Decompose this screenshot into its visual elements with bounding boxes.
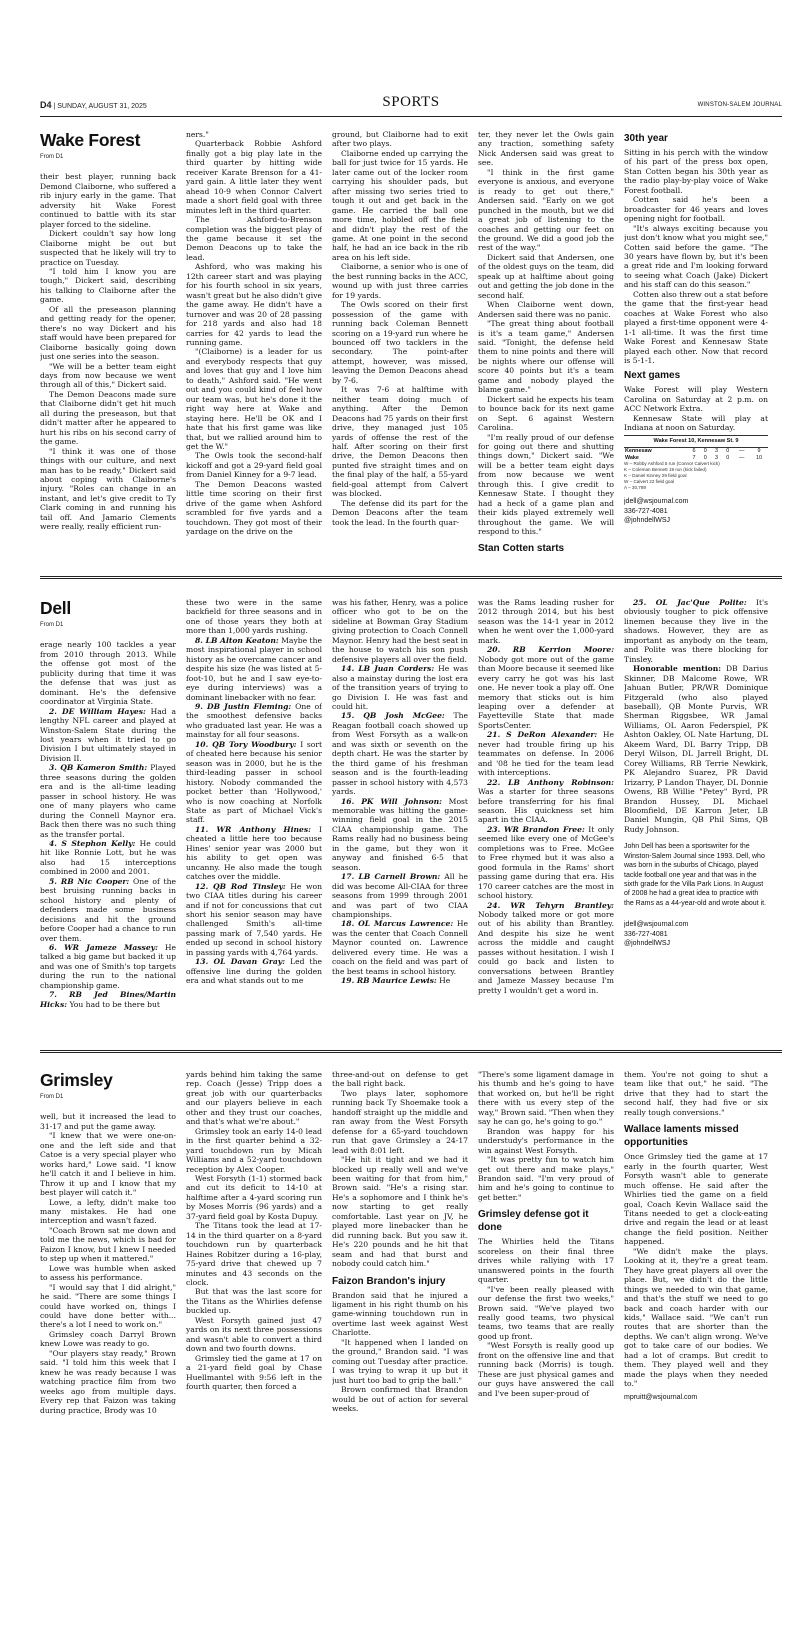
- paragraph: The Owls scored on their first possession of the game with running back Coleman Bennett scoring on a 19-yard run where he bounced off two tacklers in the secondary. The point-after attempt, however, was missed, leaving the Demon Deacons ahead by 7-6.: [332, 300, 468, 385]
- paragraph: "The great thing about football is it's a team game," Andersen said. "Tonight, the defense held them to nine points and there will be nights where our offense will score 40 points but it's a team game and nobody played the blame game.": [478, 319, 614, 395]
- jump-line: From D1: [40, 154, 64, 160]
- reporter-contact: [624, 920, 768, 948]
- wake-col1-body: [40, 172, 176, 531]
- scoring-note: A – 30,789: [624, 485, 646, 491]
- ranked-item: 24. WR Tehyrn Brantley: Nobody talked more or got more out of his ability than Brantley. And despite his size he went across the middle and caught passes without hesitation. I wish I could go back and listen to conversations between Brantley and Jameze Massey because I'm pretty I wouldn't get a word in.: [478, 900, 614, 995]
- jump-line: From D1: [40, 1094, 64, 1100]
- grimsley-col-2: [186, 1070, 322, 1518]
- paragraph: ter, they never let the Owls gain any traction, something safety Nick Andersen said was great to see.: [478, 130, 614, 168]
- paragraph: "I've been really pleased with our defense the first two weeks," Brown said. "We've played two really good teams, two physical teams, two teams that are really good up front.: [478, 1284, 614, 1341]
- item-lead: 11. WR Anthony Hines:: [195, 824, 311, 834]
- dell-col-3: [332, 598, 468, 1028]
- dell-col-2: [186, 598, 322, 1028]
- paragraph: The Owls took the second-half kickoff and got a 29-yard field goal from Daniel Kinney for a 9-7 lead.: [186, 451, 322, 480]
- ranked-item: Honorable mention: DB Darius Skinner, DB Malcome Rowe, WR Jahuan Butler, PR/WR Dominique Fitzgerald (who also played baseball), QB Monte Purvis, WR Sherman Riggsbee, WR Jamal Williams, OL Aaron Federspiel, PK Ashton Oakley, OL Nate Hartung, DL Akeem Ward, DL Barry Tripp, DB Deryl Wilson, DL Jarrell Bright, DL Corey Williams, RB Terrie Newkirk, PK Alejandro Suarez, PR David Irizarry, P Landon Thayer, DL Donnie Owens, RB Willie "Petey" Byrd, PR Brandon Hussey, DL Michael Bloomfield, DE Karron Jeter, LB Daniel Mungin, QB Phil Sims, QB Rudy Johnson.: [624, 664, 768, 834]
- paragraph: "We didn't make the plays. Looking at it, they're a great team. They have great players all over the place. But, we didn't do the little things we needed to win that game, and that's the stuff we need to go back and coach harder with our kids," Wallace said. "We can't run routes that are shorter than the depths. We can't align wrong. We've got to take care of our bodies. We had a lot of cramps. But credit to them. They played well and they made the plays when they needed to.": [624, 1246, 768, 1389]
- score-cell-team: Wake: [625, 454, 639, 461]
- wake-col-2: [186, 130, 322, 562]
- paragraph: "There's some ligament damage in his thumb and he's going to have that worked on, but he'll be right there with us every step of the way," Brown said. "Then when they say he can go, he's going to go.": [478, 1070, 614, 1127]
- ranked-item: 6. WR Jameze Massey: He talked a big game but backed it up and was one of Smith's top targets during the run to the national championship game.: [40, 942, 176, 990]
- scoring-note: W – Robby Ashford 5 run (Connor Calvert kick): [624, 461, 720, 467]
- item-lead: 13. OL Davan Gray:: [195, 957, 286, 967]
- ranked-item: 21. S DeRon Alexander: He never had trouble firing up his teammates on defense. In 2006 and '08 he tied for the team lead with interceptions.: [478, 730, 614, 778]
- wake-col-3: [332, 130, 468, 562]
- scoring-note: K – Coleman Bennett 19 run (kick failed): [624, 467, 707, 473]
- page-date: SUNDAY, AUGUST 31, 2025: [57, 103, 147, 110]
- paragraph: "We will be a better team eight days from now because we went through all of this," Dickert said.: [40, 361, 176, 390]
- paragraph: Once Grimsley tied the game at 17 early in the fourth quarter, West Forsyth wasn't able to generate much offense. He said after the Whirlies tied the game on a field goal, Coach Kevin Wallace said the Titans needed to get a clock-eating drive and regain the lead or at least change the field position. Neither happened.: [624, 1152, 768, 1247]
- dell-col5-body: [624, 598, 768, 834]
- score-cell-q4: 0: [726, 448, 730, 455]
- paragraph: Kennesaw State will play at Indiana at noon on Saturday.: [624, 413, 768, 433]
- ranked-item: 3. QB Kameron Smith: Played three seasons during the golden era and is the all-time leading passer in school history. He was one of many players who came during the Connell Maynor era. Back then there was no such thing as the transfer portal.: [40, 763, 176, 839]
- wake-col4-body: [478, 130, 614, 536]
- paragraph: "I think it was one of those things with our culture, and next man has to be ready," Dickert said about coping with Claiborne's injury. "Roles can change in an instant, and let's give credit to Ty Clark coming in and running his tail off. And Jamario Clements were really, really efficient run-: [40, 446, 176, 532]
- paragraph: Of all the preseason planning and getting ready for the opener, there's no way Dickert and his staff would have been prepared for Claiborne basically going down just one series into the season.: [40, 304, 176, 362]
- score-cell-q2: 0: [703, 454, 707, 461]
- ranked-item: 15. QB Josh McGee: The Reagan football coach showed up from West Forsyth as a walk-on and was sixth or seventh on the depth chart. He was the starter by the third game of his freshman season and is the fourth-leading passer in school history with 4,573 yards.: [332, 711, 468, 797]
- paragraph: When Claiborne went down, Andersen said there was no panic.: [478, 300, 614, 319]
- score-cell-q3: 3: [715, 454, 719, 461]
- dell-col1-body: [40, 640, 176, 1009]
- paragraph: three-and-out on defense to get the ball right back.: [332, 1070, 468, 1089]
- paragraph: Two plays later, sophomore running back Ty Shoemake took a handoff straight up the middle and ran away from the West Forsyth defense for a 65-yard touchdown run that gave Grimsley a 24-17 lead with 8:01 left.: [332, 1088, 468, 1155]
- paragraph: Grimsley coach Darryl Brown knew Lowe was ready to go.: [40, 1329, 176, 1349]
- paragraph: Dickert said that Andersen, one of the oldest guys on the team, did speak up at halftime about going out and getting the job done in the second half.: [478, 252, 614, 300]
- ranked-item: 5. RB Nic Cooper: One of the best bruising running backs in school history and plenty of defenders made some business decisions and hit the ground before Cooper had a chance to run over them.: [40, 876, 176, 943]
- ranked-item: 20. RB Kerrion Moore: Nobody got more out of the game than Moore because it seemed like every carry he got was his last one. He never took a play off. One memory that sticks out is him leaping over a defender at Fayetteville State that made SportsCenter.: [478, 645, 614, 730]
- reporter-contact-email: mpruitt@wsjournal.com: [624, 1393, 698, 1401]
- paragraph: Grimsley tied the game at 17 on a 21-yard field goal by Chase Huellmantel with 9:56 left in the fourth quarter, then forced a: [186, 1353, 322, 1391]
- score-cell-team: Kennesaw: [625, 448, 652, 455]
- scoring-summary-title: Wake Forest 10, Kennesaw St. 9: [624, 436, 768, 448]
- score-cell-q2: 0: [703, 448, 707, 455]
- scoring-notes: [624, 461, 768, 491]
- grimsley-col-3: [332, 1070, 468, 1518]
- paragraph: yards behind him taking the same rep. Coach (Jesse) Tripp does a great job with our quarterbacks and our players believe in each other and they trust our coaches, and that's what we're about.": [186, 1070, 322, 1127]
- item-lead: Honorable mention:: [633, 664, 722, 674]
- paragraph: Sitting in his perch with the window of his part of the press box open, Stan Cotten began his 30th year as the radio play-by-play voice of Wake Forest football.: [624, 148, 768, 195]
- page-number: D4: [40, 100, 52, 110]
- paper-name: WINSTON-SALEM JOURNAL: [697, 102, 782, 108]
- wake-col-5: [624, 130, 768, 562]
- scoring-note: K – Daniel Kinney 29 field goal: [624, 473, 687, 479]
- ranked-item: 14. LB Juan Corders: He was also a mainstay during the lost era of the transition years of trying to go Division I. He was fast and could hit.: [332, 664, 468, 711]
- paragraph: Cotten said he's been a broadcaster for 46 years and loves opening night for football.: [624, 195, 768, 224]
- grimsley-col5b-body: [624, 1152, 768, 1388]
- paragraph: "It was pretty fun to watch him get out there and make plays," Brandon said. "I'm very proud of him and he's going to continue to get better.": [478, 1155, 614, 1202]
- paragraph: It was 7-6 at halftime with neither team doing much of anything. After the Demon Deacons had 75 yards on their first drive, they managed just 105 yards of offense the rest of the half. After scoring on their first drive, the Demon Deacons then punted five straight times and on the final play of the half, a 55-yard field-goal attempt from Calvert was blocked.: [332, 385, 468, 499]
- paragraph: "It's always exciting because you just don't know what you might see," Cotten said before the game. "The 30 years have flown by, but it's been a great ride and I'm looking forward to seeing what Coach (Jake) Dickert and his staff can do this season.": [624, 223, 768, 290]
- wake-col5b-body: [624, 385, 768, 432]
- item-lead: 16. PK Will Johnson:: [341, 796, 442, 806]
- paragraph: The Demon Deacons wasted little time scoring on their first drive of the game when Ashford scrambled for five yards and a touchdown. They got most of their yardage on the drive on the: [186, 479, 322, 537]
- paragraph: The Demon Deacons made sure that Claiborne didn't get hit much all during the preseason, but that didn't matter after he appeared to hurt his ribs on his second carry of the game.: [40, 389, 176, 447]
- contact-handle: @johndellWSJ: [624, 517, 671, 525]
- paragraph: But that was the last score for the Titans as the Whirlies defense buckled up.: [186, 1287, 322, 1316]
- item-lead: 18. OL Marcus Lawrence:: [341, 919, 454, 929]
- ranked-item: 22. LB Anthony Robinson: Was a starter for three seasons before transferring for his final season. His quickness set him apart in the CIAA.: [478, 777, 614, 825]
- item-lead: 19. RB Maurice Lewis:: [341, 976, 437, 986]
- item-lead: 14. LB Juan Corders:: [341, 664, 435, 674]
- page-header: [40, 96, 782, 117]
- grimsley-col-4: [478, 1070, 614, 1518]
- contact-handle: @johndellWSJ: [624, 939, 671, 947]
- paragraph: The Titans took the lead at 17-14 in the third quarter on a 8-yard touchdown run by quarterback Haines Robitzer during a 16-play, 75-yard drive that chewed up 7 minutes and 43 seconds on the clock.: [186, 1221, 322, 1287]
- item-lead: 9. DB Justin Fleming:: [195, 701, 292, 711]
- paragraph: well, but it increased the lead to 31-17 and put the game away.: [40, 1112, 176, 1131]
- grimsley-col1-body: [40, 1112, 176, 1415]
- paragraph: Cotten also threw out a stat before the game that the first-year head coaches at Wake Forest who also played a first-time opponent were 4-1-1 all-time. It was the first time Wake Forest and Kennesaw State played each other. Now that record is 5-1-1.: [624, 289, 768, 365]
- score-row: [624, 448, 768, 455]
- paragraph: "West Forsyth is really good up front on the offensive line and that running back (Morris) is tough. These are just physical games and our guys have answered the call and I've been super-proud of: [478, 1341, 614, 1398]
- paragraph: Quarterback Robbie Ashford finally got a big play late in the third quarter by hitting wide receiver Karate Brenson for a 41-yard gain. A little later they went ahead 10-9 when Connor Calvert made a short field goal with three minutes left in the third quarter.: [186, 139, 322, 215]
- section-divider: [40, 1050, 782, 1053]
- ranked-item: 25. OL Jac'Que Polite: It's obviously tougher to pick offensive linemen because they live in the shadows. However, they are as important as anybody on the team, and Polite was there blocking for Tinsley.: [624, 598, 768, 664]
- paragraph: was his father, Henry, was a police officer who got to be on the sideline at Bowman Gray Stadium giving protection to Coach Connell Maynor. Henry had the best seat in the house to watch his son push defensive players all over the field.: [332, 598, 468, 664]
- item-lead: 15. QB Josh McGee:: [341, 711, 445, 721]
- paragraph: Grimsley took an early 14-0 lead in the first quarter behind a 32-yard touchdown run by Micah Williams and a 52-yard touchdown reception by Alex Cooper.: [186, 1126, 322, 1174]
- newspaper-page: [40, 0, 782, 1638]
- item-lead: 12. QB Rod Tinsley:: [195, 881, 286, 891]
- page-folio: D4 | SUNDAY, AUGUST 31, 2025: [40, 100, 147, 110]
- paragraph: "(Claiborne) is a leader for us and everybody respects that guy and loves that guy and I love him to death," Ashford said. "He went out and you could kind of feel how our team was, but he's done it the right way here at Wake and staying here. He'll be OK and I hate that his first game was like that, but we rallied around him to get the W.": [186, 347, 322, 451]
- item-lead: 24. WR Tehyrn Brantley:: [487, 900, 614, 910]
- item-lead: 2. DE William Hayes:: [49, 706, 146, 716]
- ranked-item: 7. RB Jed Bines/Martin Hicks: You had to be there but: [40, 990, 176, 1009]
- score-cell-q4: 0: [726, 454, 730, 461]
- paragraph: The defense did its part for the Demon Deacons after the team took the lead. In the fourth quar-: [332, 498, 468, 527]
- ranked-item: 11. WR Anthony Hines: I cheated a little here too because Hines' senior year was 2000 but his ability to get open was uncanny. He also made the tough catches over the middle.: [186, 824, 322, 882]
- grimsley-col3b-body: [332, 1291, 468, 1414]
- item-lead: 4. S Stephon Kelly:: [49, 838, 136, 848]
- story-headline: Wake Forest: [40, 130, 141, 150]
- wake-col-4: [478, 130, 614, 562]
- grimsley-col-1: [40, 1070, 176, 1518]
- paragraph: Wake Forest will play Western Carolina on Saturday at 2 p.m. on ACC Network Extra.: [624, 385, 768, 414]
- grimsley-col5-body: [624, 1070, 768, 1117]
- paragraph: Brandon said that he injured a ligament in his right thumb on his game-winning touchdown run in overtime last week against West Charlotte.: [332, 1290, 468, 1338]
- contact-phone: 336-727-4081: [624, 930, 668, 938]
- paragraph: "I knew that we were one-on-one and the left side and that Catoe is a very special player who works hard," Lowe said. "I know he'll catch it and I believe in him. Throw it up and I know that my best player will catch it.": [40, 1131, 176, 1198]
- ranked-item: 10. QB Tory Woodbury: I sort of cheated here because his senior season was in 2000, but he is the third-leading passer in school history. Nobody commanded the pocket better than 'Hollywood,' who is now coaching at Norfolk State as part of Michael Vick's staff.: [186, 739, 322, 825]
- section-title: SPORTS: [382, 94, 440, 110]
- paragraph: their best player, running back Demond Claiborne, who suffered a rib injury early in the game. That adversity hit Wake Forest continued to battle with its star player forced to the sideline.: [40, 172, 176, 229]
- grimsley-col-5: [624, 1070, 768, 1518]
- paragraph: "I think in the first game everyone is anxious, and everyone is ready to get out there," Andersen said. "Early on we got punched in the mouth, but we did a great job of listening to the coaches and getting our feet on the ground. We did a good job the rest of the way.": [478, 167, 614, 253]
- paragraph: "He hit it tight and we had it blocked up really well and we've been waiting for that from him," Brown said. "He's a rising star. He's a sophomore and I think he's now starting to get really comfortable. Last year on JV, he played more linebacker than he did running back. But you saw it. He's 220 pounds and he hit that seam and had that burst and nobody could catch him.": [332, 1155, 468, 1269]
- paragraph: Lowe, a lefty, didn't make too many mistakes. He had one interception and wasn't fazed.: [40, 1197, 176, 1226]
- item-lead: 5. RB Nic Cooper:: [49, 876, 130, 886]
- paragraph: Brown confirmed that Brandon would be out of action for several weeks.: [332, 1385, 468, 1413]
- paragraph: them. You're not going to shut a team like that out," he said. "The drive that they had to start the second half, they had five or six really tough conversions.": [624, 1070, 768, 1117]
- wake-col5-body: [624, 148, 768, 365]
- paragraph: ground, but Claiborne had to exit after two plays.: [332, 130, 468, 149]
- paragraph: Claiborne ended up carrying the ball for just twice for 15 yards. He later came out of the locker room carrying his shoulder pads, but after missing two series tried to tough it out and get back in the game. He carried the ball one more time, hobbled off the field and didn't play the rest of the game. At one point in the second half, he had an ice back in the rib area on his left side.: [332, 148, 468, 262]
- author-bio: John Dell has been a sportswriter for the Winston-Salem Journal since 1993. Dell, who was born in the suburbs of Chicago, played tackle football one year and that was in the sixth grade for the Villa Park Lions. In August of 2008 he had a great idea to practice with the Rams as a 44-year-old and wrote about it.: [624, 843, 767, 907]
- grimsley-col4-body: [478, 1070, 614, 1202]
- dell-col-1: [40, 598, 176, 1028]
- paragraph: ners.": [186, 130, 209, 139]
- paragraph: The Whirlies held the Titans scoreless on their final three drives while rallying with 17 unanswered points in the fourth quarter.: [478, 1237, 614, 1285]
- dell-col-5: [624, 598, 768, 1028]
- paragraph: Dickert couldn't say how long Claiborne might be out but suspected that he likely will try to practice on Tuesday.: [40, 229, 176, 267]
- paragraph: Dickert said he expects his team to bounce back for its next game on Sept. 6 against Western Carolina.: [478, 394, 614, 433]
- contact-phone: 336-727-4081: [624, 507, 668, 515]
- subhead-grimsley-defense: Grimsley defense got it done: [478, 1209, 589, 1234]
- subhead-brandon-injury: Faizon Brandon's injury: [332, 1275, 446, 1287]
- wake-col-1: [40, 130, 176, 562]
- ranked-item: 13. OL Davan Gray: Led the offensive line during the golden era and what stands out to me: [186, 957, 322, 986]
- paragraph: Claiborne, a senior who is one of the best running backs in the ACC, wound up with just three carries for 19 yards.: [332, 262, 468, 300]
- section-divider: [40, 576, 782, 579]
- score-cell-q3: 3: [715, 448, 719, 455]
- paragraph: "I would say that I did alright," he said. "There are some things I could have worked on, things I could have done better with... there's a lot I need to work on.": [40, 1282, 176, 1330]
- subhead-30th-year: 30th year: [624, 133, 668, 144]
- item-lead: 7. RB Jed Bines/Martin Hicks:: [40, 990, 176, 1009]
- paragraph: Brandon was happy for his understudy's performance in the win against West Forsyth.: [478, 1126, 614, 1155]
- item-lead: 17. LB Carnell Brown:: [341, 872, 441, 882]
- contact-email: jdell@wsjournal.com: [624, 498, 689, 506]
- paragraph: "Our players stay ready," Brown said. "I told him this week that I knew he was ready because I was watching practice film from two weeks ago from multiple days. Every rep that Faizon was taking during practice, Brody was 10: [40, 1348, 176, 1415]
- score-cell-t: 10: [755, 454, 762, 461]
- score-cell-q1: 7: [692, 454, 696, 461]
- score-row: [624, 455, 768, 462]
- paragraph: "I told him I know you are tough," Dickert said, describing his talking to Claiborne after the game.: [40, 266, 176, 305]
- subhead-wallace: Wallace laments missed opportunities: [624, 1124, 739, 1149]
- item-lead: 21. S DeRon Alexander:: [487, 730, 598, 740]
- paragraph: "I'm really proud of our defense for going out there and shutting things down," Dickert said. "We will be a better team eight days from now because we went through this. I give credit to Kennesaw State. I thought they had a heck of a game plan and their kids played extremely well throughout the game. We will respond to this.": [478, 432, 614, 537]
- scoring-note: W – Calvert 22 field goal: [624, 479, 675, 485]
- paragraph: erage nearly 100 tackles a year from 2010 through 2013. While the offense got most of the publicity during that time it was the defense that was just as dominant. He's the defensive coordinator at Virginia State.: [40, 640, 176, 707]
- dell-col-4: [478, 598, 614, 1028]
- scoring-table: [624, 448, 768, 461]
- ranked-item: 12. QB Rod Tinsley: He won two CIAA titles during his career and if not for concussions that cut short his senior season may have challenged Smith's all-time passing mark of 7,540 yards. He ended up second in school history in passing yards with 4,764 yards.: [186, 881, 322, 957]
- ranked-item: 9. DB Justin Fleming: One of the smoothest defensive backs who graduated last year. He was a mainstay for all four seasons.: [186, 701, 322, 740]
- ranked-item: 23. WR Brandon Free: It only seemed like every one of McGee's completions was to Free. McGee to Free rhymed but it was also a good formula in the Rams' short passing game during that era. His 170 career catches are the most in school history.: [478, 824, 614, 901]
- item-lead: 22. LB Anthony Robinson:: [487, 777, 614, 787]
- paragraph: was the Rams leading rusher for 2012 through 2014, but his best season was the 14-1 year in 2012 when he went over the 1,000-yard mark.: [478, 598, 614, 645]
- ranked-item: 19. RB Maurice Lewis: He: [341, 976, 451, 986]
- item-lead: 20. RB Kerrion Moore:: [487, 645, 614, 655]
- item-lead: 23. WR Brandon Free:: [487, 824, 585, 834]
- paragraph: "Coach Brown sat me down and told me the news, which is bad for Faizon I know, but I knew I needed to step up when it mattered.": [40, 1225, 176, 1264]
- ranked-item: 8. LB Alton Keaton: Maybe the most inspirational player in school history as he overcame cancer and despite his size (he was listed at 5-foot-10, but he and I saw eye-to-eye during interviews) was a dominant linebacker with no fear.: [186, 635, 322, 702]
- grimsley-col4b-body: [478, 1237, 614, 1398]
- story-headline: Dell: [40, 598, 71, 618]
- ranked-item: 17. LB Carnell Brown: All he did was become All-CIAA for three seasons from 1999 through 2001 and was part of two CIAA championships.: [332, 872, 468, 919]
- item-lead: 3. QB Kameron Smith:: [49, 763, 148, 773]
- subhead-next-games: Next games: [624, 370, 681, 382]
- ranked-item: 4. S Stephon Kelly: He could hit like Ronnie Lott, but he was also had 15 interceptions combined in 2000 and 2001.: [40, 838, 176, 877]
- paragraph: West Forsyth (1-1) stormed back and cut its deficit to 14-10 at halftime after a 4-yard scoring run by Moses Morris (96 yards) and a 37-yard field goal by Kosta Dupuy.: [186, 1173, 322, 1221]
- reporter-contact: [624, 497, 768, 525]
- item-lead: 25. OL Jac'Que Polite:: [633, 598, 747, 607]
- story-headline: Grimsley: [40, 1070, 113, 1090]
- ranked-item: 2. DE William Hayes: Had a lengthy NFL career and played at Winston-Salem State during the lost years when it tried to go Division I but ultimately stayed in Division II.: [40, 706, 176, 763]
- paragraph: The Ashford-to-Brenson completion was the biggest play of the game because it set the Demon Deacons up to take the lead.: [186, 215, 322, 262]
- score-cell-q1: 6: [692, 448, 696, 455]
- item-lead: 8. LB Alton Keaton:: [195, 635, 279, 645]
- paragraph: "It happened when I landed on the ground," Brandon said. "I was coming out Tuesday after practice. I was trying to wrap it up but it just hurt too bad to grip the ball.": [332, 1337, 468, 1385]
- scoring-summary-box: [624, 435, 768, 492]
- score-cell-dash: —: [738, 448, 745, 455]
- contact-email: jdell@wsjournal.com: [624, 921, 689, 929]
- subhead-stan-cotten: Stan Cotten starts: [478, 543, 565, 555]
- ranked-item: 16. PK Will Johnson: Most memorable was hitting the game-winning field goal in the 2015 CIAA championship game. The Rams really had no business being in the game, but they won it anyway and finished 6-5 that season.: [332, 796, 468, 872]
- paragraph: West Forsyth gained just 47 yards on its next three possessions and wasn't able to convert a third down and two fourth downs.: [186, 1315, 322, 1354]
- item-lead: 10. QB Tory Woodbury:: [195, 739, 297, 749]
- score-cell-t: 9: [757, 448, 761, 455]
- paragraph: these two were in the same backfield for three seasons and in one of those years they both at more than 1,000 yards rushing.: [186, 598, 322, 636]
- item-lead: 6. WR Jameze Massey:: [49, 942, 158, 952]
- jump-line: From D1: [40, 622, 64, 628]
- paragraph: Ashford, who was making his 12th career start and was playing for his fourth school in six years, wasn't great but he also didn't give the game away. He didn't have a turnover and was 20 of 28 passing for 218 yards and also had 18 carries for 42 yards to lead the running game.: [186, 262, 322, 347]
- score-cell-dash: —: [738, 454, 745, 461]
- paragraph: Lowe was humble when asked to assess his performance.: [40, 1263, 176, 1283]
- grimsley-col3-body: [332, 1070, 468, 1269]
- ranked-item: 18. OL Marcus Lawrence: He was the center that Coach Connell Maynor counted on. Lawrence delivered every time. He was a coach on the field and was part of the best teams in school history.: [332, 919, 468, 976]
